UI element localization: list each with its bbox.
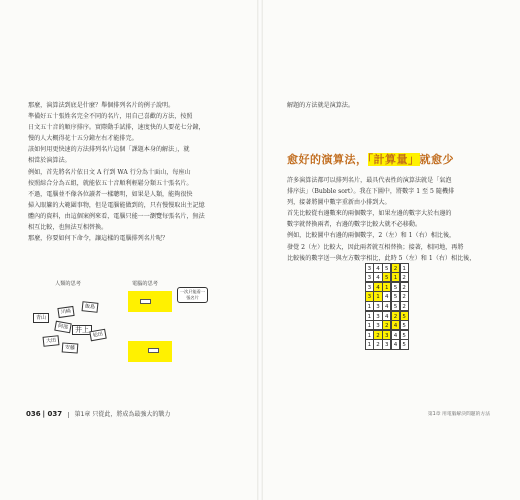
- right-intro: 解題的方法就是演算法。: [287, 102, 355, 109]
- paragraph-line: 許多演算法都可以排列名片，最具代表性的演算法就是「氣泡: [287, 177, 452, 184]
- grid-cell: 3: [382, 330, 391, 340]
- card-icon: [140, 299, 151, 304]
- grid-row: [365, 301, 409, 311]
- grid-cell: 1: [365, 301, 374, 311]
- name-card: 大田: [43, 335, 60, 347]
- name-card: 安藤: [62, 342, 79, 353]
- grid-cell: 3: [365, 291, 374, 301]
- grid-cell: 3: [373, 320, 382, 330]
- grid-cell: 4: [391, 339, 400, 349]
- grid-cell: 1: [365, 330, 374, 340]
- grid-cell: 5: [391, 291, 400, 301]
- grid-cell: 4: [373, 263, 382, 273]
- grid-row: [365, 282, 409, 292]
- heading-prefix: 愈好的演算法，: [287, 153, 368, 166]
- grid-cell: 5: [400, 330, 409, 340]
- left-page: [0, 0, 258, 500]
- grid-row: [365, 263, 409, 273]
- grid-cell: 5: [382, 272, 391, 282]
- paragraph-line: 體內的資料，由這個案例來看，電腦只能一一瀏覽每張名片，無法: [28, 212, 205, 220]
- grid-row: [365, 330, 409, 340]
- grid-cell: 1: [365, 311, 374, 321]
- name-card: 井上: [72, 325, 92, 335]
- paragraph-line: 準備好五十張姓名完全不同的名片，用自己喜歡的方法，按照: [28, 113, 193, 121]
- grid-cell: 2: [373, 339, 382, 349]
- paragraph-line: 該如何用更快速的方法排列名片這個「課題本身的解法」，就: [28, 146, 190, 154]
- grid-cell: 5: [382, 263, 391, 273]
- grid-cell: 2: [373, 330, 382, 340]
- grid-cell: 1: [373, 291, 382, 301]
- grid-cell: 5: [400, 320, 409, 330]
- grid-cell: 1: [391, 272, 400, 282]
- heading-suffix: 就愈少: [419, 153, 454, 166]
- grid-cell: 5: [400, 339, 409, 349]
- paragraph-line: 發覺 2（左）比較大，因此兩者就互相替換；接著，相同地，再將: [287, 243, 464, 251]
- name-card: 飯島: [82, 301, 99, 313]
- bubble-sort-grid: [365, 263, 409, 349]
- left-body-text: [28, 100, 205, 244]
- chapter-title: 第1章 只從此，將成為最強大的戰力: [74, 411, 171, 418]
- paragraph-line: 掃入眼簾的大範圍事物，但是電腦能做到的，只有慢慢取出主記憶: [28, 201, 205, 209]
- grid-cell: 3: [373, 301, 382, 311]
- grid-row: [365, 311, 409, 321]
- grid-row: [365, 340, 409, 350]
- paragraph-line: 那麼，演算法到底是什麼？舉個排列名片的例子說明。: [28, 102, 175, 109]
- grid-cell: 5: [391, 282, 400, 292]
- grid-cell: 3: [365, 272, 374, 282]
- name-card: 川崎: [57, 306, 74, 318]
- grid-cell: 3: [373, 311, 382, 321]
- paragraph-line: 比較後的數字送一與左方數字相比，此時 5（左）和 1（右）相比後，: [287, 254, 476, 262]
- page-number: 036: [26, 410, 41, 418]
- left-footer: 036 | 037 第1章 只從此，將成為最強大的戰力: [26, 410, 171, 418]
- paragraph-line: 不過，電腦並不像各位讀者一樣聰明，如果是人類，能夠很快: [28, 190, 193, 198]
- grid-row: [365, 292, 409, 302]
- grid-row: [365, 273, 409, 283]
- computer-thinking-label: 電腦的思考: [132, 281, 158, 287]
- book-gutter: [257, 0, 263, 500]
- card-icon: [148, 348, 159, 353]
- grid-cell: 4: [382, 301, 391, 311]
- paragraph-line: 例如，比較圖中右邊的兩個數字，2（左）和 1（右）相比後，: [287, 232, 456, 240]
- paragraph-line: 排序法」（Bubble sort）。我在下圖中，將數字 1 至 5 隨機排: [287, 188, 455, 196]
- paragraph-line: 數字就替換兩者，右邊的數字比較大就不必移動。: [287, 221, 422, 229]
- paragraph-line: 列，接著將圖中數字重新由小排到大。: [287, 199, 391, 207]
- paragraph-line: 那麼，你要如何下命令，讓這樣的電腦排列名片呢？: [28, 235, 169, 243]
- grid-cell: 2: [400, 272, 409, 282]
- right-body-text: [287, 175, 475, 264]
- grid-cell: 5: [391, 301, 400, 311]
- grid-cell: 4: [391, 320, 400, 330]
- grid-cell: 2: [391, 311, 400, 321]
- paragraph-line: 相當於演算法。: [28, 157, 71, 165]
- grid-cell: 1: [400, 263, 409, 273]
- paragraph-line: 例如，首先將名片依日文 A 行到 WA 行分為十面山，每座山: [28, 168, 191, 176]
- grid-cell: 3: [365, 263, 374, 273]
- grid-cell: 3: [382, 339, 391, 349]
- name-card: 青山: [33, 313, 49, 323]
- grid-cell: 4: [382, 291, 391, 301]
- paragraph-line: 首先比較從右邊數來的兩個數字，如果左邊的數字大於右邊的: [287, 210, 452, 218]
- paragraph-line: 慢的人大概得花十五分鐘左右才能排完。: [28, 135, 138, 143]
- paragraph-line: 按照綜合分為五組，就能依五十音順利輕鬆分類五十張名片。: [28, 179, 193, 187]
- grid-cell: 1: [382, 282, 391, 292]
- grid-cell: 4: [373, 272, 382, 282]
- divider: [68, 412, 69, 418]
- right-footer: 第1章 用電腦解決問題的方法: [427, 412, 490, 417]
- page-number: 037: [47, 410, 63, 418]
- grid-cell: 4: [382, 311, 391, 321]
- grid-cell: 2: [400, 301, 409, 311]
- human-thinking-label: 人類的思考: [55, 281, 81, 287]
- section-heading: [287, 151, 454, 167]
- grid-cell: 5: [400, 311, 409, 321]
- heading-highlight: 「計算量」: [367, 153, 420, 166]
- grid-cell: 2: [400, 291, 409, 301]
- paragraph-line: 相互比較，也無法互相替換。: [28, 224, 108, 232]
- grid-cell: 3: [365, 282, 374, 292]
- grid-cell: 1: [365, 339, 374, 349]
- grid-cell: 2: [391, 263, 400, 273]
- grid-cell: 4: [373, 282, 382, 292]
- grid-cell: 4: [391, 330, 400, 340]
- name-card: 松田: [89, 329, 107, 342]
- name-card: 阿部: [54, 321, 72, 334]
- grid-cell: 1: [365, 320, 374, 330]
- callout-note: 一次只能看一張名片: [177, 287, 208, 303]
- grid-cell: 2: [382, 320, 391, 330]
- grid-row: [365, 321, 409, 331]
- paragraph-line: 日文五十音的順序排序。實際動手試排，速度快的人要花七分鐘，: [28, 124, 205, 132]
- grid-cell: 2: [400, 282, 409, 292]
